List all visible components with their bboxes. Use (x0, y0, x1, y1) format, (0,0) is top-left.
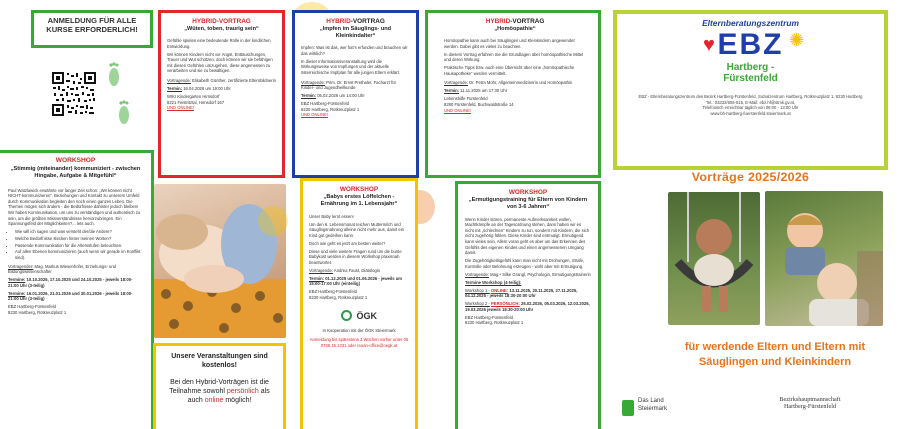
region-line-1: Hartberg - (726, 62, 775, 73)
workshop-body: Paul Watzlawick erwähnte vor langer Zeit schon: „Wir können nicht NICHT-kommunizieren“. Beziehungen und Kontakt zu unserem Umfeld durch Kommunikation begleiten den noch einen ganzes Leben. Die Themen mögen sich ändern - die Bedürfnisse dahinter jedoch bleiben! Wir haben Kommunikation, um uns zu verständigen und authentisch zu sein, um die größten Missverständnisse hervorzubringen. Ein Spannungsfeld der Möglichkeiten?... lets auch. (8, 187, 141, 227)
online-note: UND ONLINE! (301, 112, 328, 118)
speaker-label: Vortragende: (301, 79, 325, 85)
card-body: Impfen: Was ist das, wer hat‘s erfunden und brauchen wir das wirklich? (301, 45, 408, 56)
dates-label: Termine: (8, 277, 26, 283)
baby-swing-image (668, 192, 760, 325)
venue-address: 8280 Fürstenfeld, Buchwaldstraße 14 (444, 101, 514, 107)
land-name-line-2: Steiermark (638, 406, 668, 412)
contact-line: EBZ - Elternberatungszentrum des Bezirk Hartberg-Fürstenfeld, Sozialzentrum Hartberg, Rotkreuzplatz 1, 8230 Hartberg (638, 94, 863, 99)
card-body: In diesem Vortrag erfahren Sie die Grundlagen über homöopathische Mittel und deren Wirkung. (444, 51, 584, 63)
ebz-logo-text: EBZ (717, 28, 784, 61)
photo-babies (765, 191, 883, 326)
card-title: „Homöopathie“ (494, 26, 536, 32)
online-note: UND ONLINE! (444, 107, 471, 113)
card-body: Wir können Kindern nicht vor Angst, Enttäuschungen, Trauer und Wut schützen, doch können wir sie befähigen mit diesen Gefühlen umzugehen, diese angemessen zu verarbeiten und sie zu bewältigen. (167, 51, 273, 74)
date-label: Termin: (309, 275, 325, 281)
workshop-body: Die Zugehörigkeitsgefühl kann man nicht mit Drohungen, Strafe, Kontrolle oder Belohnung erzeugen - wohl aber mit Ermutigung. (465, 258, 585, 269)
card-body: In dieser Informationsveranstaltung wird die Wirkungsweise von Impfungen und der aktuelle österreichische Impfplan für alle jungen Eltern erklärt. (301, 58, 400, 75)
dates-value: 16.01.2026, 21.01.2026 und 30.01.2026 - jeweils 18:00-21:00 Uhr (3-teilig) (8, 290, 133, 302)
contact-line: Telefonisch erreichbar täglich von 08:00 - 13:00 Uhr (702, 105, 799, 111)
venue-address: 8230 Hartberg, Rotkreuzplatz 1 (301, 106, 360, 112)
date-label: Termin: (301, 93, 317, 99)
land-name-line-1: Das Land (638, 398, 664, 404)
venue-name: WIKI Kindergarten Hirnsdorf (167, 93, 220, 99)
workshop-kicker: WORKSHOP (508, 189, 548, 196)
contact-line[interactable]: Tel.: 03332/606-515, E-Mail: ebz.hf@stmk.gv.at, (705, 99, 796, 105)
authority-line-2: Hartberg-Fürstenfeld (783, 403, 837, 410)
workshop-session-dates: 13.11.2025, 20.11.2025, 27.11.2025, 04.12.2025 - jeweils 18:30-20:00 Uhr (465, 287, 578, 299)
sun-icon: ✺ (789, 30, 805, 50)
venue-address: 8230 Hartberg, Rotkreuzplatz 1 (309, 295, 368, 301)
bullet-item: • Passende Kommunikation für die Altersstufen beleuchten. (15, 243, 143, 249)
region-line-2: Fürstenfeld (723, 73, 778, 84)
workshop-session-mode: PERSÖNLICH: (491, 301, 520, 307)
registration-note: Anmeldung bis spätestens 3 Wochen vorher unter 05 0766 15 1331 oder reuan-office@oegk.at (309, 337, 409, 348)
dates-value: 10.10.2025, 17.10.2025 und 24.10.2025 - jeweils 18:00-21:00 Uhr (3-teilig) (8, 277, 133, 288)
date-value: 05.02.2026 um 14:00 Uhr (317, 93, 365, 99)
workshop-body: Diese und viele weitere Fragen rund um die bunte Babykost werden in diesem Workshop praxisnah beantwortet. (309, 248, 402, 265)
hybrid-info-in-person: persönlich (226, 388, 259, 395)
lecture-card-feelings (158, 10, 285, 178)
oegk-logo (309, 307, 409, 325)
qr-code-graphic (52, 72, 96, 116)
photo-baby-swing (668, 192, 760, 325)
speaker-label: Vortragende: (444, 80, 468, 86)
hybrid-info (162, 378, 277, 405)
speaker-name: Andrea Faust, Diätologin (333, 267, 381, 273)
workshop-card-nutrition (300, 178, 418, 429)
contact-link[interactable]: www.bh-hartberg-fuerstenfeld.steiermark.at (710, 110, 791, 116)
speaker-label: Vortragende: (465, 271, 489, 277)
paint-splash-decoration (258, 206, 288, 236)
card-kicker (301, 18, 410, 25)
authority-line-1: Bezirkshauptmannschaft (779, 396, 841, 403)
date-value: 01.12.2025 und 01.06.2026 - jeweils um 15:00-17:00 Uhr (einteilig) (309, 275, 403, 287)
oegk-logo-text: ÖGK (356, 310, 377, 321)
partner-note: In Kooperation mit der ÖGK Steiermark (322, 327, 396, 333)
workshop-title: „Stimmig (miteinander) kommuniziert - zwischen Hingabe, Aufgabe & Mitgefühl“ (10, 166, 141, 179)
speaker-name: Mag.ᵃ Silke Grangl, Psychologin, Ermutigungstrainerin (490, 271, 591, 277)
brand-header (613, 10, 888, 170)
venue-address: 8230 Hartberg, Rotkreuzplatz 1 (465, 320, 524, 326)
venue-name: EBZ Hartberg-Fürstenfeld (8, 304, 56, 310)
speaker-label: Vortragende: (167, 77, 191, 83)
hybrid-info-online: online (204, 397, 224, 404)
date-label: Termin: (444, 88, 460, 94)
workshop-session-label: Workshop 1 - (465, 287, 490, 293)
footprints-decoration (104, 55, 134, 145)
registration-notice (31, 10, 153, 48)
dates-heading: Termine Workshop (4-teilig): (465, 279, 522, 285)
lectures-heading: Vorträge 2025/2026 (691, 170, 810, 184)
workshop-session-dates: 26.02.2026, 05.03.2026, 12.03.2026, 19.03.2026 jeweils 18:30-20:00 Uhr (465, 301, 590, 312)
speaker-name: Elisabeth Günther, zertifizierte Elternbildnerin (192, 77, 276, 83)
venue-name: EBZ Hartberg-Fürstenfeld (309, 289, 357, 295)
card-kicker-type: -VORTRAG (350, 18, 385, 25)
free-events-title: Unsere Veranstaltungen sind kostenlos! (171, 353, 268, 369)
speaker-name: Mag. Markus Wiesenhofer, Erziehungs- und Bildungswissenschafter (8, 263, 117, 275)
workshop-title: „Babys erstes Löffelchen - Ernährung im 1. Lebensjahr“ (320, 194, 398, 207)
card-body: Praktische Tipps bzw. auch eine Übersicht über eine „homöopathische Hausapotheke“ werden vermittelt. (444, 65, 575, 76)
venue-address: 8221 Feistritztal, Hirnsdorf 167 (167, 99, 225, 105)
workshop-body: Um den 6. Lebensmonat reichen Muttermilch und Säuglingsnahrung alleine nicht mehr aus, damit ein Kind gut gedeihen kann. (309, 221, 404, 238)
card-kicker (444, 18, 586, 25)
date-value: 11.11.2025 um 17:30 Uhr (460, 88, 508, 94)
bullet-item: • Auf allen Ebenen kommunizieren (auch wenn wir gerade im Konflikt sind). (15, 249, 143, 260)
card-kicker-hybrid: HYBRID (485, 18, 511, 25)
oegk-icon (341, 310, 352, 321)
lecture-card-vaccination (292, 10, 419, 178)
speaker-name: Prim. Dr. Ernst Prethaler, Facharzt für Kinder- und Jugendheilkunde (301, 79, 396, 91)
registration-notice-text: ANMELDUNG FÜR ALLE KURSE ERFORDERLICH! (46, 16, 138, 35)
workshop-body: Unser Baby lernt essen! (309, 213, 354, 219)
tagline: für werdende Eltern und Eltern mit Säuglingen und Kleinkindern (684, 341, 866, 368)
venue-address: 8230 Hartberg, Rotkreuzplatz 1 (8, 310, 67, 315)
card-kicker-type: -VORTRAG (510, 18, 545, 25)
workshop-card-communication (0, 150, 154, 429)
speaker-label: Vortragende: (309, 267, 333, 273)
workshop-card-encouragement (455, 181, 601, 429)
card-title: „Wüten, toben, traurig sein“ (184, 26, 259, 32)
ebz-logo (617, 28, 884, 62)
online-note: UND ONLINE! (167, 105, 194, 111)
bullet-item: • Wie will ich sagen und was versteht der/die Andere? (15, 229, 143, 235)
venue-name: EBZ Hartberg-Fürstenfeld (465, 314, 513, 320)
workshop-kicker: WORKSHOP (339, 186, 379, 193)
card-body: Homöopathie kann auch bei Säuglingen und Kleinkindern angewendet werden. Dabei gibt es vieles zu beachten. (444, 38, 575, 49)
speaker-label: Vortragender: (8, 263, 34, 269)
workshop-body: Wenn Kinder stören, permanente Aufmerksamkeit wollen, Machtkämpfe an der Tagesordnung stehen, dann haben wir es nicht mit „schlechten“ Kindern zu tun, sondern mit Kindern, die sich nicht zugehörig fühlen. Diese Kinder sind entmutigt. Ermutigend kann vieles sein. Allem voran geht es aber um das Erkennen des Gefühls des eigenen Kindes und einen angemessenen Umgang damit. (465, 216, 590, 256)
workshop-session-mode: ONLINE: (491, 287, 509, 293)
org-name: Elternberatungszentrum (702, 18, 799, 28)
heart-icon: ♥ (703, 34, 715, 56)
card-body: Gefühle spielen eine bedeutende Rolle in der kindlichen Entwicklung. (167, 38, 271, 49)
date-label: Termin: (167, 85, 183, 91)
panther-icon (622, 400, 634, 416)
card-kicker: HYBRID-VORTRAG (192, 18, 251, 25)
qr-code[interactable] (52, 72, 96, 116)
workshop-title: „Ermutigungstraining für Eltern von Kindern von 3-6 Jahren“ (468, 197, 588, 210)
hybrid-info-text: Bei den Hybrid-Vorträgen ist die Teilnahme sowohl (169, 379, 269, 395)
bullet-item: • Welche Bedürfnisse stecken hinter meinen Worten? (15, 236, 143, 242)
workshop-bullets (8, 229, 143, 261)
hybrid-info-text: möglich! (225, 397, 252, 404)
card-title: „Impfen im Säuglings- und Kleinkindalter“ (319, 26, 392, 39)
hybrid-info-text: als auch (187, 388, 270, 404)
babies-image (765, 191, 883, 326)
workshop-session-label: Workshop 2 - (465, 301, 490, 307)
speaker-name: Dr. Petra Mohr, Allgemeinmedizinerin und Homöopathin (469, 80, 573, 86)
venue-name: Lebenshilfe Fürstenfeld (444, 96, 488, 102)
venue-name: EBZ Hartberg-Fürstenfeld (301, 101, 349, 107)
district-authority (740, 396, 880, 410)
dates-label: Termine: (8, 290, 26, 296)
date-value: 16.04.2026 um 19:00 Uhr (183, 85, 231, 91)
lecture-card-homeopathy (425, 10, 601, 178)
workshop-kicker: WORKSHOP (55, 157, 96, 164)
land-steiermark-logo (622, 396, 692, 422)
free-events-note (153, 343, 286, 429)
workshop-body: Doch wie geht es jetzt am besten weiter? (309, 240, 386, 246)
card-kicker-hybrid: HYBRID (326, 18, 351, 25)
